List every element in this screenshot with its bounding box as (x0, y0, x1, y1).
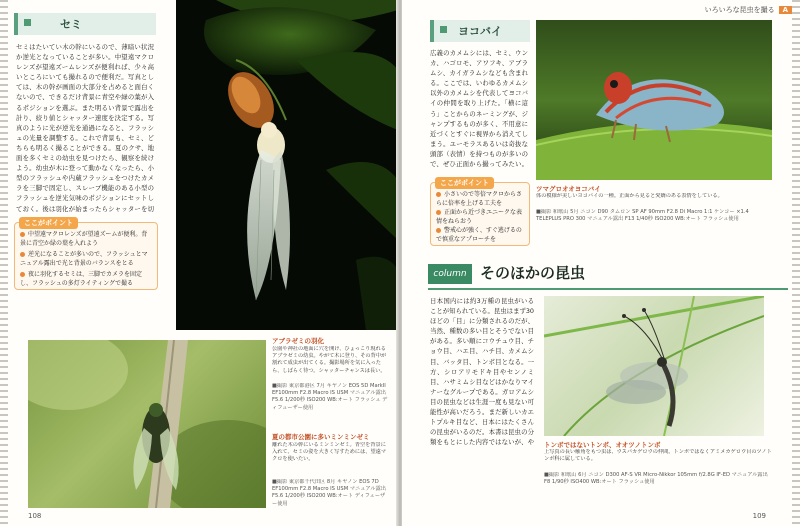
photo-caption-title: アブラゼミの羽化 (272, 337, 324, 345)
page-number: 109 (752, 512, 766, 520)
leafhopper-illustration (536, 20, 772, 180)
photo-caption-title-2: 夏の都市公園に多いミンミンゼミ (272, 433, 370, 441)
page-edge-marks (0, 0, 8, 526)
photo-caption-2: 上写真の長い触角をもつ虫は、ウスバカゲロウの仲間。トンボではなくアミメカゲロウ目のツノトンボ科に属している。 (544, 449, 772, 463)
tip-label: ここがポイント (19, 217, 78, 229)
bullet-icon (436, 192, 441, 197)
right-page (402, 0, 800, 526)
tip-item: 警戒心が強く、すぐ逃げるので慎重なアプローチを (436, 227, 522, 243)
column-tag: column (428, 264, 472, 284)
bullet-icon (20, 232, 25, 237)
photo-caption: 公園や神社の地面に穴を開け、ひょっこり現れるアブラゼミの幼虫。やがて木に登り、その背中が割れて成虫が出てくる。撮影場所を気に入ったら、しばらく待つ。シャッターチャンスは長い。 (272, 346, 387, 374)
photo-data-2: ■撮影 和歌山 6月 ニコン D300 AF-S VR Micro-Nikkor 105mm f/2.8G IF-ED マニュアル露出 F8 1/90秒 ISO400 WB:オート フラッシュ使用 (544, 472, 768, 486)
photo-owlfly (544, 296, 764, 436)
header-square-icon (440, 26, 447, 33)
photo-data: ■撮影 東京都港区 7月 キヤノン EOS 5D MarkII EF100mm F2.8 Macro IS USM マニュアル露出 F5.6 1/200秒 ISO200 WB:オート フラッシュ ディフューザー使用 (272, 383, 388, 411)
header-square-icon (24, 19, 31, 26)
photo-leafhopper (536, 20, 772, 180)
page-edge-marks (792, 0, 800, 526)
photo-caption-title: ツマグロオオヨコバイ (536, 185, 601, 193)
article-body: 広義のカメムシには、セミ、ウンカ、ハゴロモ、アワフキ、アブラムシ、カイガラムシなども含まれる。ここでは、いわゆるカメムシ以外のカメムシを代表してヨコバイの仲間を取り上げた。「横に這う」ことからのネーミングが、ジャンプするものが多く、不用意に近づくとすぐに視界から消えてしまう。ユーモラスあるいは奇抜な頭部（表情）を持つものが多いので、ぜひ正面から撮ってみたい。 (430, 49, 528, 169)
running-head: いろいろな昆虫を撮る A (705, 5, 792, 15)
photo-data-2: ■撮影 東京都千代田区 8月 キヤノン EOS 7D EF100mm F2.8 Macro IS USM マニュアル露出 F5.6 1/200秒 ISO200 WB:オート ディフューザー使用 (272, 479, 386, 507)
running-head-tab: A (779, 6, 792, 14)
photo-caption-2: 離れた木の幹にいるミンミンゼミ。青空を背景に入れて、セミの姿を大きく写すためには、望遠マクロを使いたい。 (272, 442, 387, 463)
section-title: ヨコバイ (458, 25, 502, 38)
tip-item: 中望遠マクロレンズが望遠ズームが便利。背景に青空か緑の葉を入れよう (20, 231, 148, 247)
cicada-molting-illustration (176, 0, 398, 330)
tip-item: 夜に羽化するセミは、三脚でカメラを固定し、フラッシュの多灯ライティングで撮る (20, 271, 143, 287)
page-number: 108 (28, 512, 42, 520)
photo-caption-title-2: トンボではないトンボ、オオツノトンボ (544, 441, 661, 449)
photo-data: ■撮影 和歌山 5月 ニコン D90 タムロン SP AF 90mm F2.8 Di Macro 1:1 ケンコー ×1.4 TELEPLUS PRO 300 マニュアル露出 F13 1/40秒 ISO200 WB:オート フラッシュ使用 (536, 209, 749, 223)
section-header-yokobai (430, 20, 530, 42)
left-page (0, 0, 398, 526)
column-title: そのほかの昆虫 (480, 264, 586, 282)
tip-item: 逆光になることが多いので、フラッシュとマニュアル露出で光と背景のバランスをとる (20, 251, 148, 267)
bullet-icon (20, 252, 25, 257)
bullet-icon (20, 272, 25, 277)
tip-box (430, 179, 530, 246)
column-body: 日本国内には約3万種の昆虫がいることが知られている。昆虫はまず30ほどの「目」に分類されるのだが、当然、種数の多い目とそうでない目がある。多い順にコウチュウ目、チョウ目、ハエ目、ハチ目、カメムシ目、バッタ目、トンボ目となる。一方、シロアリモドキ目やセンノミ目、ハサミムシ目などはかなりマイナーなグループである。ガロアムシ目の昆虫などは生涯一度も見ない可能性が高いだろう。まだ新しいカエトプルキ目など、日本にはたくさんの昆虫がいるのだ。本書は昆虫の分類をもとにした内容ではないが、や (430, 297, 534, 447)
section-header-semi (14, 13, 156, 35)
photo-cicada-branch (28, 340, 266, 508)
photo-cicada-molting (176, 0, 398, 330)
column-header (428, 262, 788, 290)
tip-box (14, 219, 158, 290)
cicada-branch-illustration (28, 340, 266, 508)
article-body: セミはたいてい木の幹にいるので、薄暗い状況か逆光となっていることが多い。中望遠マクロレンズが望遠ズームレンズが便利れば、少々高いところにいても撮れるので便利だ。写真としては、木の幹が画面の大部分を占めると面白くないので、できるだけ背景に青空や緑の葉が入るポジションを選ぶ。また明るい背景で露出を計り、絞り値とシャッター速度を決定する。写真のように光が逆光を通過になると、フラッシュの光量を調整する。これで背景も、セミ、どちらも明るく撮ることができる。夏のクサ、地面を多くセミの幼虫を見つけたら、観察を続けよう。幼虫が木に登って動かなくなったら、小型のフラッシュや内蔵フラッシュをつけたカメラを三脚で固定し、スレーブ機能のある小型のフラッシュを逆光気味のポジションにセットしておく。後は羽化が始まったらシャッターを切 (16, 43, 154, 212)
bullet-icon (436, 228, 441, 233)
photo-caption: 体の模様が美しいヨコバイの一種。正面から見ると愛嬌のある表情をしている。 (536, 193, 723, 199)
tip-label: ここがポイント (435, 177, 494, 189)
section-title: セミ (60, 18, 82, 31)
tip-item: 小さいので等倍マクロからさらに倍率を上げる工夫を (436, 191, 523, 207)
tip-item: 正面から近づきユニークな表情をねらおう (436, 209, 523, 225)
owlfly-illustration (544, 296, 764, 436)
bullet-icon (436, 210, 441, 215)
